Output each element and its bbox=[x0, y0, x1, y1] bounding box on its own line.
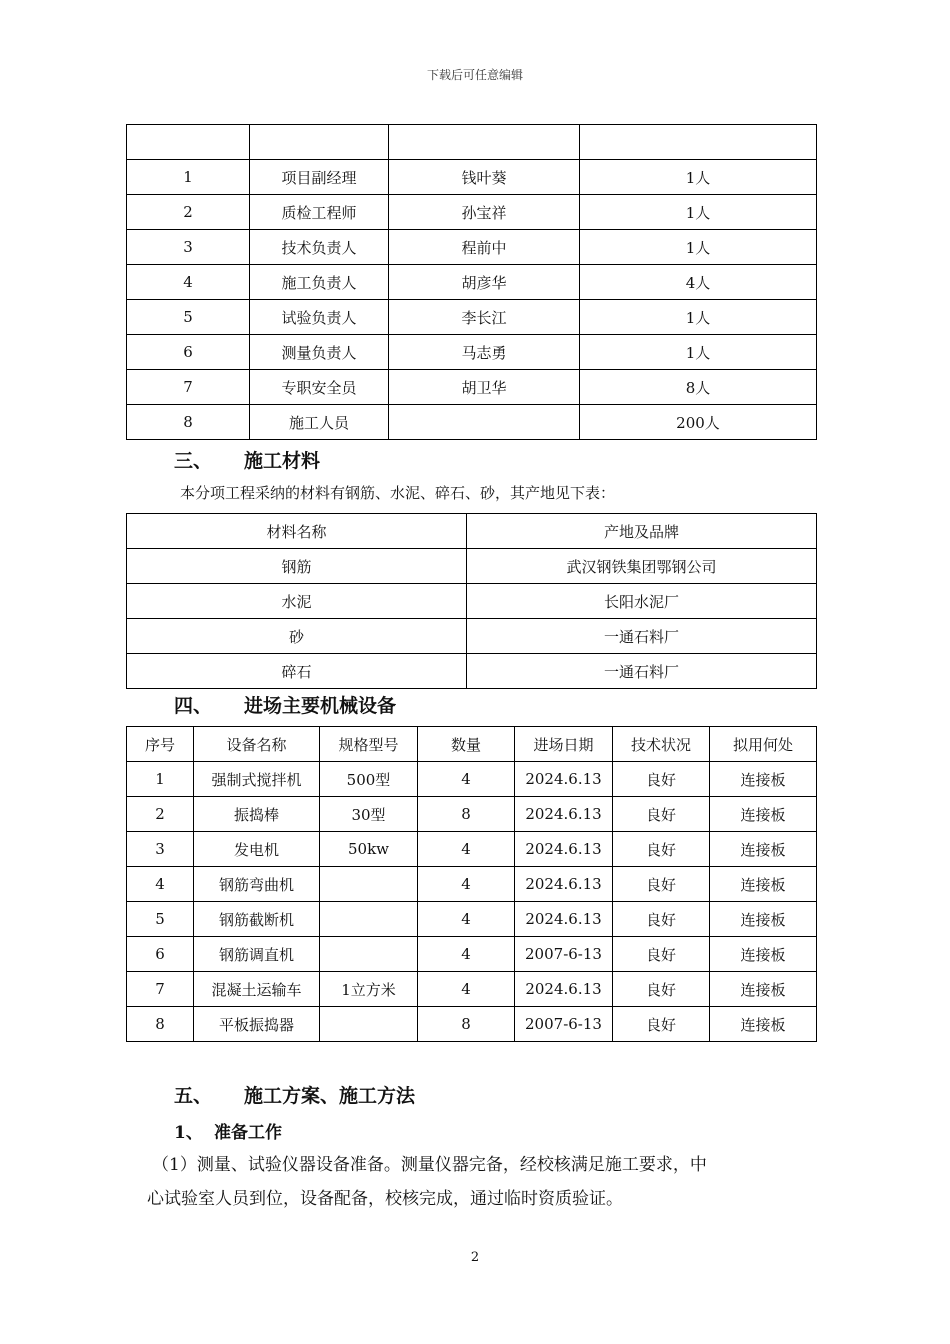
table-cell: 一通石料厂 bbox=[467, 619, 817, 654]
table-cell: 连接板 bbox=[710, 867, 817, 902]
table-cell: 水泥 bbox=[127, 584, 467, 619]
section-5-title: 施工方案、施工方法 bbox=[244, 1085, 416, 1107]
paragraph-line-1: （1）测量、试验仪器设备准备。测量仪器完备，经校核满足施工要求，中 bbox=[152, 1155, 707, 1175]
table-cell: 1人 bbox=[580, 230, 817, 265]
table-cell: 测量负责人 bbox=[250, 335, 389, 370]
page-header: 下载后可任意编辑 bbox=[426, 68, 523, 82]
table-cell: 4 bbox=[127, 265, 250, 300]
table-row bbox=[127, 125, 817, 160]
table-cell: 1立方米 bbox=[320, 972, 418, 1007]
table-cell: 长阳水泥厂 bbox=[467, 584, 817, 619]
table-cell: 钢筋截断机 bbox=[194, 902, 320, 937]
table-cell: 连接板 bbox=[710, 937, 817, 972]
table-cell: 2 bbox=[127, 797, 194, 832]
page-number: 2 bbox=[470, 1250, 480, 1265]
table-cell: 强制式搅拌机 bbox=[194, 762, 320, 797]
table-cell: 2024.6.13 bbox=[515, 972, 613, 1007]
table-cell bbox=[580, 125, 817, 160]
table-cell: 4人 bbox=[580, 265, 817, 300]
table-row bbox=[127, 762, 817, 797]
table-row bbox=[127, 584, 817, 619]
table-cell: 施工负责人 bbox=[250, 265, 389, 300]
table-row bbox=[127, 797, 817, 832]
table-cell: 发电机 bbox=[194, 832, 320, 867]
table-cell: 连接板 bbox=[710, 797, 817, 832]
table-cell: 良好 bbox=[613, 972, 710, 1007]
table-cell: 钢筋 bbox=[127, 549, 467, 584]
table-cell: 平板振捣器 bbox=[194, 1007, 320, 1042]
table-cell: 200人 bbox=[580, 405, 817, 440]
table-cell: 钢筋弯曲机 bbox=[194, 867, 320, 902]
table-cell: 序号 bbox=[127, 727, 194, 762]
table-cell: 1人 bbox=[580, 160, 817, 195]
table-cell: 规格型号 bbox=[320, 727, 418, 762]
subsection-1-number: 1、 bbox=[174, 1123, 203, 1143]
table-row bbox=[127, 335, 817, 370]
table-cell: 4 bbox=[418, 902, 515, 937]
table-cell: 钢筋调直机 bbox=[194, 937, 320, 972]
subsection-1-heading bbox=[174, 1118, 282, 1143]
equipment-table bbox=[126, 726, 817, 1042]
table-cell: 良好 bbox=[613, 867, 710, 902]
table-cell: 8人 bbox=[580, 370, 817, 405]
table-cell: 3 bbox=[127, 230, 250, 265]
table-cell: 良好 bbox=[613, 1007, 710, 1042]
material-table bbox=[126, 513, 817, 689]
table-cell: 专职安全员 bbox=[250, 370, 389, 405]
table-cell: 4 bbox=[418, 937, 515, 972]
table-cell: 数量 bbox=[418, 727, 515, 762]
table-cell: 拟用何处 bbox=[710, 727, 817, 762]
table-cell: 连接板 bbox=[710, 762, 817, 797]
table-cell: 1人 bbox=[580, 195, 817, 230]
table-row bbox=[127, 265, 817, 300]
table-cell: 5 bbox=[127, 300, 250, 335]
table-cell: 8 bbox=[127, 1007, 194, 1042]
table-cell: 振捣棒 bbox=[194, 797, 320, 832]
table-cell: 质检工程师 bbox=[250, 195, 389, 230]
table-row bbox=[127, 230, 817, 265]
table-cell: 2007-6-13 bbox=[515, 1007, 613, 1042]
table-cell: 钱叶葵 bbox=[389, 160, 580, 195]
table-row bbox=[127, 160, 817, 195]
table-cell: 4 bbox=[418, 972, 515, 1007]
table-cell bbox=[389, 125, 580, 160]
table-cell: 50kw bbox=[320, 832, 418, 867]
table-cell: 3 bbox=[127, 832, 194, 867]
table-row bbox=[127, 619, 817, 654]
table-cell: 产地及品牌 bbox=[467, 514, 817, 549]
table-cell: 2024.6.13 bbox=[515, 867, 613, 902]
table-cell: 项目副经理 bbox=[250, 160, 389, 195]
table-row bbox=[127, 370, 817, 405]
table-cell: 4 bbox=[418, 762, 515, 797]
table-cell: 5 bbox=[127, 902, 194, 937]
section-3-title: 施工材料 bbox=[244, 450, 321, 472]
section-3-number: 三、 bbox=[174, 450, 213, 472]
table-cell: 良好 bbox=[613, 832, 710, 867]
table-cell bbox=[320, 902, 418, 937]
table-cell: 4 bbox=[418, 832, 515, 867]
table-cell: 碎石 bbox=[127, 654, 467, 689]
table-cell: 30型 bbox=[320, 797, 418, 832]
table-cell: 胡卫华 bbox=[389, 370, 580, 405]
table-cell bbox=[250, 125, 389, 160]
table-cell: 连接板 bbox=[710, 972, 817, 1007]
table-cell: 4 bbox=[127, 867, 194, 902]
table-cell bbox=[127, 125, 250, 160]
table-row bbox=[127, 832, 817, 867]
header-row bbox=[127, 514, 817, 549]
table-row bbox=[127, 937, 817, 972]
table-cell: 8 bbox=[418, 1007, 515, 1042]
table-cell: 材料名称 bbox=[127, 514, 467, 549]
table-cell: 进场日期 bbox=[515, 727, 613, 762]
table-cell: 胡彦华 bbox=[389, 265, 580, 300]
table-cell: 马志勇 bbox=[389, 335, 580, 370]
section-4-title: 进场主要机械设备 bbox=[244, 695, 397, 717]
table-row bbox=[127, 549, 817, 584]
table-row bbox=[127, 1007, 817, 1042]
table-cell: 1人 bbox=[580, 335, 817, 370]
table-cell: 7 bbox=[127, 370, 250, 405]
table-cell: 2007-6-13 bbox=[515, 937, 613, 972]
table-cell: 2024.6.13 bbox=[515, 762, 613, 797]
table-cell: 2024.6.13 bbox=[515, 832, 613, 867]
table-cell: 李长江 bbox=[389, 300, 580, 335]
table-cell: 良好 bbox=[613, 797, 710, 832]
table-cell: 技术负责人 bbox=[250, 230, 389, 265]
table-cell bbox=[320, 867, 418, 902]
table-row bbox=[127, 195, 817, 230]
table-cell: 武汉钢铁集团鄂钢公司 bbox=[467, 549, 817, 584]
table-cell: 砂 bbox=[127, 619, 467, 654]
table-cell: 孙宝祥 bbox=[389, 195, 580, 230]
section-4-heading bbox=[174, 691, 396, 718]
table-cell: 连接板 bbox=[710, 902, 817, 937]
table-cell: 6 bbox=[127, 937, 194, 972]
table-cell bbox=[389, 405, 580, 440]
table-cell: 良好 bbox=[613, 902, 710, 937]
table-row bbox=[127, 867, 817, 902]
table-cell: 8 bbox=[127, 405, 250, 440]
table-row bbox=[127, 405, 817, 440]
paragraph-preparation bbox=[147, 1148, 827, 1216]
section-5-number: 五、 bbox=[174, 1085, 213, 1107]
table-cell: 2024.6.13 bbox=[515, 902, 613, 937]
table-row bbox=[127, 972, 817, 1007]
table-cell bbox=[320, 1007, 418, 1042]
table-cell: 试验负责人 bbox=[250, 300, 389, 335]
subsection-1-title: 准备工作 bbox=[214, 1123, 282, 1143]
section-3-heading bbox=[174, 446, 320, 473]
table-cell: 良好 bbox=[613, 937, 710, 972]
table-cell: 2024.6.13 bbox=[515, 797, 613, 832]
table-cell: 6 bbox=[127, 335, 250, 370]
table-cell: 1 bbox=[127, 160, 250, 195]
table-cell: 设备名称 bbox=[194, 727, 320, 762]
table-cell: 施工人员 bbox=[250, 405, 389, 440]
table-cell: 一通石料厂 bbox=[467, 654, 817, 689]
table-cell: 混凝土运输车 bbox=[194, 972, 320, 1007]
table-cell: 2 bbox=[127, 195, 250, 230]
table-cell: 8 bbox=[418, 797, 515, 832]
table-cell: 7 bbox=[127, 972, 194, 1007]
table-cell: 4 bbox=[418, 867, 515, 902]
section-3-intro: 本分项工程采纳的材料有钢筋、水泥、碎石、砂，其产地见下表： bbox=[180, 484, 616, 502]
staff-table bbox=[126, 124, 817, 440]
table-cell: 技术状况 bbox=[613, 727, 710, 762]
table-cell: 连接板 bbox=[710, 1007, 817, 1042]
table-cell: 连接板 bbox=[710, 832, 817, 867]
table-cell: 程前中 bbox=[389, 230, 580, 265]
table-row bbox=[127, 300, 817, 335]
table-row bbox=[127, 654, 817, 689]
table-cell: 500型 bbox=[320, 762, 418, 797]
table-cell: 良好 bbox=[613, 762, 710, 797]
paragraph-line-2: 心试验室人员到位，设备配备，校核完成，通过临时资质验证。 bbox=[147, 1189, 623, 1209]
table-row bbox=[127, 902, 817, 937]
table-cell bbox=[320, 937, 418, 972]
table-cell: 1人 bbox=[580, 300, 817, 335]
section-5-heading bbox=[174, 1081, 415, 1108]
section-4-number: 四、 bbox=[174, 695, 213, 717]
header-row bbox=[127, 727, 817, 762]
table-cell: 1 bbox=[127, 762, 194, 797]
